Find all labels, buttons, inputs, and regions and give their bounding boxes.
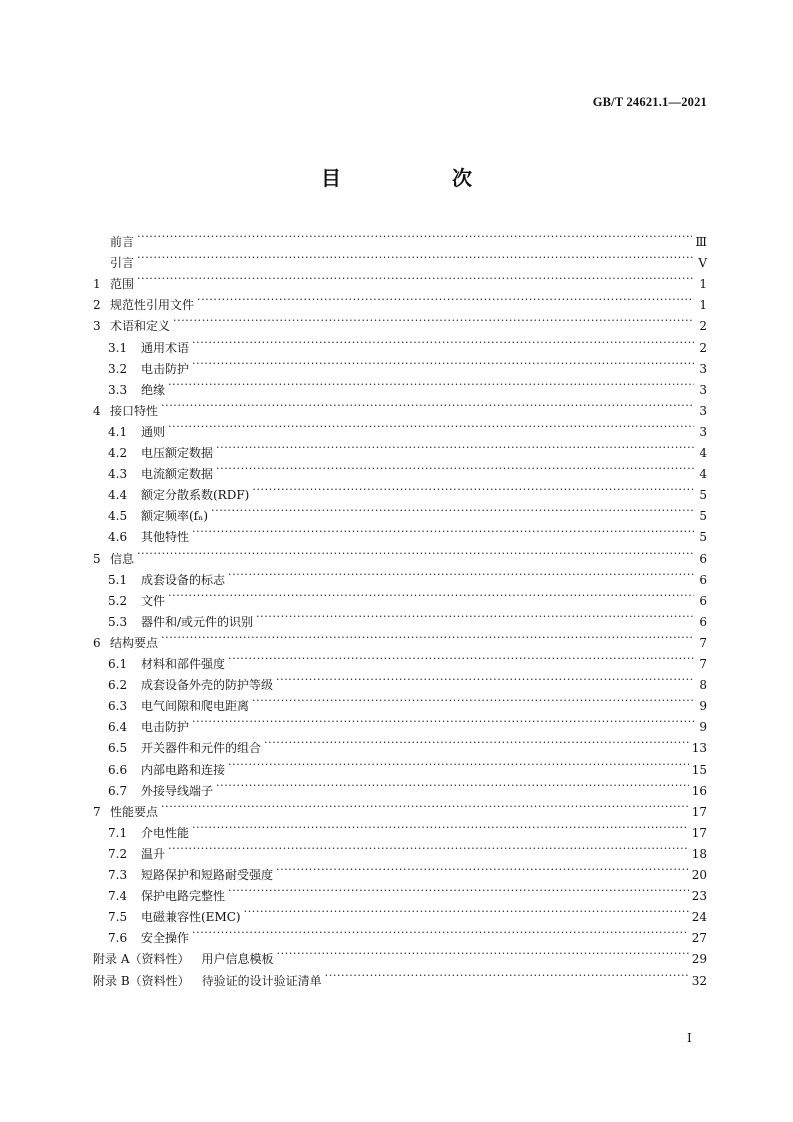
toc-entry[interactable]: [93, 270, 707, 292]
toc-entry-page: 17: [691, 825, 707, 840]
toc-entry-title: 温升: [141, 846, 166, 861]
toc-entry-number: 2: [93, 298, 101, 313]
toc-entry-title: 文件: [141, 593, 166, 608]
toc-entry[interactable]: [93, 228, 707, 249]
toc-entry[interactable]: [108, 650, 707, 671]
toc-entry-title: 材料和部件强度: [141, 657, 226, 671]
toc-entry-page: Ⅲ: [695, 235, 707, 249]
dot-leader: [252, 481, 694, 499]
page-number: I: [687, 1031, 692, 1045]
toc-entry[interactable]: [108, 523, 707, 545]
dot-leader: [192, 523, 694, 541]
dot-leader: [228, 566, 694, 584]
dot-leader: [192, 713, 694, 731]
toc-entry[interactable]: [93, 291, 707, 313]
dot-leader: [276, 671, 694, 689]
toc-entry[interactable]: [93, 967, 707, 988]
toc-entry-number: 附录 B（资料性）: [93, 973, 190, 988]
toc-entry-page: 5: [699, 488, 707, 503]
dot-leader: [216, 460, 694, 478]
toc-entry-page: 24: [691, 910, 707, 925]
toc-entry-title: 接口特性: [110, 403, 159, 418]
toc-entry-title: 电气间隙和爬电距离: [141, 699, 250, 714]
toc-entry-page: 3: [699, 403, 707, 418]
standard-code: GB/T 24621.1—2021: [592, 95, 707, 109]
toc-entry-page: 13: [691, 741, 707, 756]
toc-entry-title: 成套设备外壳的防护等级: [141, 678, 274, 693]
toc-entry[interactable]: [108, 355, 707, 376]
toc-entry[interactable]: [108, 903, 707, 925]
toc-entry-page: 18: [691, 846, 707, 861]
toc-entry[interactable]: [108, 608, 707, 629]
toc-entry[interactable]: [108, 924, 707, 946]
toc-entry[interactable]: [108, 334, 707, 355]
toc-entry-page: 3: [699, 361, 707, 376]
dot-leader: [173, 312, 694, 330]
dot-leader: [197, 291, 694, 309]
toc-entry-page: V: [698, 256, 707, 271]
dot-leader: [256, 608, 694, 626]
toc-entry[interactable]: [93, 312, 707, 334]
toc-entry[interactable]: [108, 566, 707, 587]
toc-entry[interactable]: [108, 671, 707, 693]
toc-entry[interactable]: [108, 840, 707, 861]
toc-entry-title: 通则: [141, 424, 166, 439]
toc-entry-number: 7.1: [108, 825, 128, 840]
toc-entry-number: 4.2: [108, 446, 128, 460]
dot-leader: [168, 418, 694, 436]
toc-entry[interactable]: [108, 882, 707, 904]
dot-leader: [264, 734, 689, 752]
toc-entry-page: 2: [699, 319, 707, 334]
toc-entry-number: 4.6: [108, 530, 128, 545]
toc-entry-title: 绝缘: [141, 382, 166, 397]
toc-entry[interactable]: [108, 587, 707, 608]
dot-leader: [244, 903, 689, 921]
toc-entry-page: 5: [699, 509, 707, 524]
toc-entry-page: 1: [699, 298, 707, 313]
toc-entry-page: 4: [699, 446, 707, 460]
toc-entry-page: 6: [699, 593, 707, 608]
dot-leader: [192, 819, 689, 837]
dot-leader: [168, 587, 694, 605]
toc-entry-title: 范围: [110, 277, 135, 292]
dot-leader: [211, 502, 694, 520]
toc-entry[interactable]: [108, 861, 707, 882]
dot-leader: [276, 861, 689, 879]
page-title: 目 次: [321, 166, 524, 190]
dot-leader: [168, 840, 689, 858]
toc-entry-title: 安全操作: [141, 931, 190, 946]
toc-entry[interactable]: [93, 798, 707, 819]
dot-leader: [325, 967, 689, 985]
toc-entry-number: 6.1: [108, 657, 128, 671]
toc-entry-title: 待验证的设计验证清单: [201, 973, 322, 988]
toc-entry[interactable]: [108, 460, 707, 482]
toc-entry-page: 9: [699, 720, 707, 735]
dot-leader: [277, 945, 689, 963]
toc-entry-title: 额定分散系数(RDF): [141, 488, 250, 503]
toc-entry-number: 7.6: [108, 931, 128, 946]
toc-entry-number: 7.5: [108, 910, 128, 925]
toc-entry[interactable]: [93, 629, 707, 650]
dot-leader: [228, 650, 694, 668]
toc-entry-number: 6.2: [108, 678, 128, 693]
dot-leader: [161, 397, 694, 415]
dot-leader: [192, 924, 689, 942]
toc-entry-number: 附录 A（资料性）: [93, 952, 190, 967]
dot-leader: [228, 756, 689, 774]
toc-entry-number: 6.7: [108, 783, 128, 798]
toc-entry-title: 保护电路完整性: [141, 889, 226, 904]
toc-entry-title: 短路保护和短路耐受强度: [141, 868, 274, 882]
toc-entry-title: 介电性能: [141, 825, 190, 840]
dot-leader: [137, 249, 694, 267]
toc-entry-title: 电击防护: [141, 361, 190, 376]
toc-entry-page: 6: [699, 572, 707, 587]
dot-leader: [137, 545, 694, 563]
toc-entry-number: 6.5: [108, 741, 128, 756]
toc-entry-title: 电流额定数据: [141, 467, 214, 482]
toc-entry-page: 29: [691, 952, 707, 967]
toc-entry-number: 3.2: [108, 361, 128, 376]
toc-entry-number: 7.2: [108, 846, 128, 861]
dot-leader: [137, 228, 692, 246]
toc-entry-number: 4.4: [108, 488, 128, 503]
dot-leader: [161, 798, 689, 816]
toc-entry-number: 3: [93, 319, 101, 334]
dot-leader: [228, 882, 689, 900]
toc-entry-page: 27: [691, 931, 707, 946]
toc-entry-page: 15: [691, 762, 707, 777]
toc-entry-title: 性能要点: [110, 804, 159, 819]
toc-entry-title: 外接导线端子: [141, 783, 214, 798]
toc-entry-number: 7: [93, 804, 101, 819]
toc-entry-title: 用户信息模板: [201, 952, 274, 967]
toc-entry-page: 23: [691, 889, 707, 904]
toc-entry-page: 17: [691, 804, 707, 819]
toc-entry-title: 开关器件和元件的组合: [141, 741, 262, 756]
toc-entry-number: 3.1: [108, 340, 128, 355]
toc-entry[interactable]: [93, 249, 707, 271]
toc-entry-number: 6.4: [108, 720, 128, 735]
toc-entry[interactable]: [108, 819, 707, 840]
toc-entry-page: 16: [691, 783, 707, 798]
toc-entry-page: 4: [699, 467, 707, 482]
toc-entry-title: 前言: [110, 235, 135, 249]
toc-entry-title: 术语和定义: [110, 319, 171, 334]
toc-entry-page: 7: [699, 657, 707, 671]
toc-entry-page: 6: [699, 614, 707, 629]
toc-entry-page: 3: [699, 424, 707, 439]
toc-entry-title: 电压额定数据: [141, 446, 214, 460]
toc-entry-title: 器件和/或元件的识别: [141, 614, 254, 629]
toc-entry-page: 3: [699, 382, 707, 397]
toc-entry[interactable]: [108, 692, 707, 714]
toc-entry-number: 4.1: [108, 424, 128, 439]
toc-entry[interactable]: [93, 397, 707, 418]
dot-leader: [252, 692, 694, 710]
dot-leader: [216, 777, 689, 795]
toc-entry-number: 5: [93, 551, 101, 566]
toc-entry-page: 7: [699, 635, 707, 650]
toc-entry[interactable]: [108, 713, 707, 735]
dot-leader: [192, 355, 694, 373]
toc-entry-title: 结构要点: [110, 635, 159, 650]
dot-leader: [168, 376, 694, 394]
toc-entry-number: 4: [93, 403, 101, 418]
toc-entry-number: 4.5: [108, 509, 128, 524]
toc-entry-page: 20: [691, 868, 707, 882]
toc-entry-page: 9: [699, 699, 707, 714]
toc-entry-number: 3.3: [108, 382, 128, 397]
toc-entry-title: 规范性引用文件: [110, 298, 195, 313]
toc-entry[interactable]: [108, 734, 707, 756]
toc-entry-page: 32: [691, 973, 707, 988]
toc-entry[interactable]: [108, 418, 707, 439]
toc-entry-title: 通用术语: [141, 340, 190, 355]
toc-entry-number: 6: [93, 635, 101, 650]
toc-entry[interactable]: [108, 481, 707, 503]
dot-leader: [192, 334, 694, 352]
toc-entry-title: 引言: [110, 256, 135, 271]
toc-entry-number: 5.1: [108, 572, 128, 587]
toc-entry-title: 其他特性: [141, 530, 190, 545]
toc-entry[interactable]: [108, 777, 707, 798]
dot-leader: [137, 270, 694, 288]
toc-entry[interactable]: [108, 502, 707, 524]
toc-entry-page: 1: [699, 277, 707, 292]
toc-entry-number: 1: [93, 277, 101, 292]
dot-leader: [216, 439, 694, 457]
toc-entry[interactable]: [93, 545, 707, 566]
toc-entry[interactable]: [108, 756, 707, 777]
toc-entry-title: 额定频率(fₙ): [141, 509, 208, 524]
toc-entry-page: 8: [699, 678, 707, 693]
toc-entry[interactable]: [108, 376, 707, 397]
toc-entry-number: 5.3: [108, 614, 128, 629]
dot-leader: [161, 629, 694, 647]
toc-entry-title: 内部电路和连接: [141, 762, 226, 777]
toc-entry[interactable]: [108, 439, 707, 460]
toc-entry-title: 成套设备的标志: [141, 572, 226, 587]
toc-entry[interactable]: [93, 945, 707, 967]
toc-entry-page: 2: [699, 340, 707, 355]
toc-entry-number: 6.6: [108, 762, 128, 777]
toc-entry-number: 4.3: [108, 467, 128, 482]
toc-entry-title: 信息: [110, 551, 135, 566]
toc-entry-number: 7.3: [108, 868, 128, 882]
toc-entry-title: 电磁兼容性(EMC): [141, 910, 241, 925]
toc-entry-number: 7.4: [108, 889, 128, 904]
toc-entry-title: 电击防护: [141, 720, 190, 735]
toc-entry-page: 5: [699, 530, 707, 545]
toc-entry-page: 6: [699, 551, 707, 566]
toc-entry-number: 6.3: [108, 699, 128, 714]
toc-entry-number: 5.2: [108, 593, 128, 608]
